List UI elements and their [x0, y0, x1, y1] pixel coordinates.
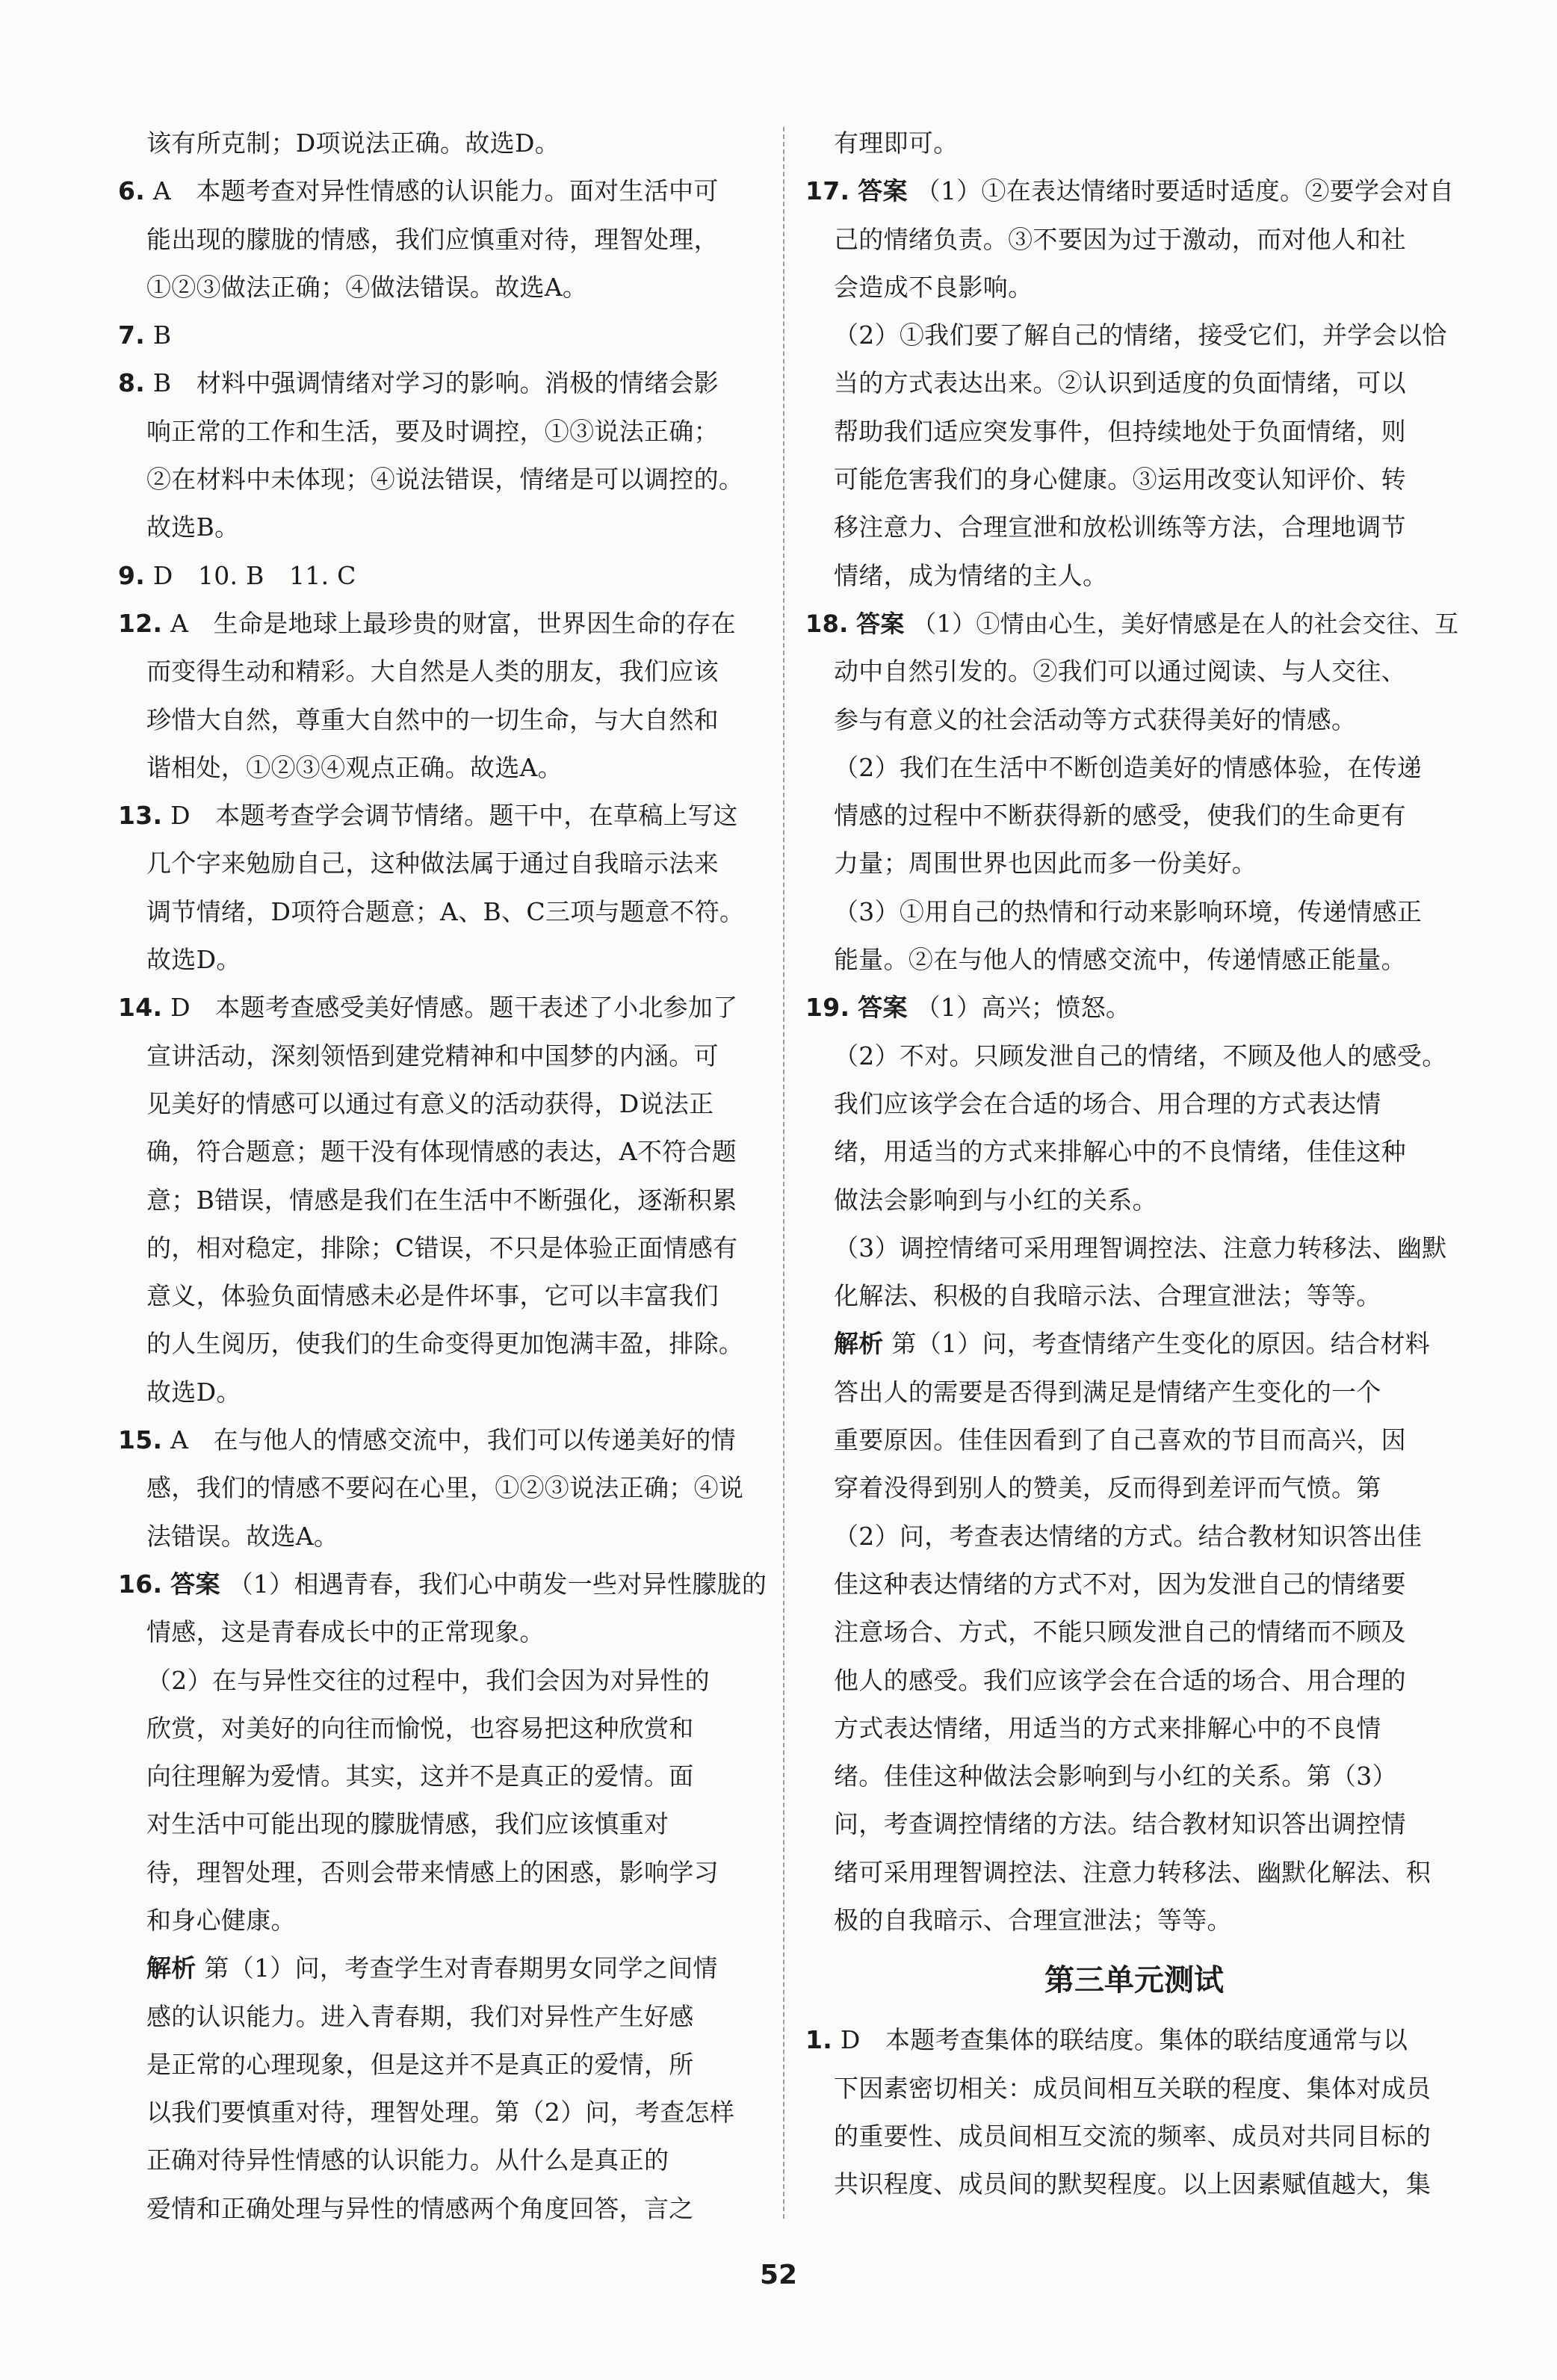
text-line [805, 1272, 1463, 1320]
text-line [118, 2041, 776, 2089]
text-line [805, 2016, 1463, 2064]
line-text: 是正常的心理现象，但是这并不是真正的爱情，所 [146, 2049, 694, 2079]
line-text: 情感的过程中不断获得新的感受，使我们的生命更有 [834, 801, 1406, 831]
text-line [805, 648, 1463, 695]
right-column [805, 120, 1463, 2208]
line-text: 有理即可。 [834, 128, 959, 158]
text-line [118, 936, 776, 984]
left-column [118, 120, 776, 2233]
page-number: 52 [759, 2260, 798, 2290]
line-text: 重要原因。佳佳因看到了自己喜欢的节目而高兴，因 [834, 1425, 1406, 1455]
question-number: 7. [118, 320, 146, 350]
text-line [118, 1800, 776, 1848]
text-line [118, 2185, 776, 2233]
question-number: 1. [805, 2025, 833, 2055]
line-text: 意；B错误，情感是我们在生活中不断强化，逐渐积累 [146, 1185, 737, 1215]
line-text: 共识程度、成员间的默契程度。以上因素赋值越大，集 [834, 2169, 1431, 2199]
line-text: 对生活中可能出现的朦胧情感，我们应该慎重对 [146, 1809, 669, 1839]
answer-tag: 解析 [834, 1329, 884, 1359]
section-title: 第三单元测试 [1044, 1963, 1224, 1998]
line-text: 下因素密切相关：成员间相互关联的程度、集体对成员 [834, 2073, 1431, 2103]
text-line [118, 1224, 776, 1272]
text-line [805, 312, 1463, 359]
line-text: 可能危害我们的身心健康。③运用改变认知评价、转 [834, 465, 1406, 495]
line-text: 我们应该学会在合适的场合、用合理的方式表达情 [834, 1088, 1381, 1118]
line-text: 穿着没得到别人的赞美，反而得到差评而气愤。第 [834, 1473, 1381, 1503]
text-line [805, 792, 1463, 840]
text-line [118, 1177, 776, 1224]
line-text: 几个字来勉励自己，这种做法属于通过自我暗示法来 [146, 849, 719, 878]
text-line [118, 696, 776, 744]
text-line [805, 1080, 1463, 1128]
question-number: 17. [805, 176, 850, 206]
line-text: D 本题考查感受美好情感。题干表述了小北参加了 [170, 993, 738, 1023]
line-text: 当的方式表达出来。②认识到适度的负面情绪，可以 [834, 368, 1406, 398]
line-text: 移注意力、合理宣泄和放松训练等方法，合理地调节 [834, 512, 1406, 542]
line-text: 以我们要慎重对待，理智处理。第（2）问，考查怎样 [146, 2098, 735, 2128]
line-text: 能出现的朦胧的情感，我们应慎重对待，理智处理， [146, 224, 719, 254]
text-line [805, 503, 1463, 551]
text-line [118, 840, 776, 887]
text-line [118, 984, 776, 1032]
text-line [118, 1849, 776, 1897]
text-line [805, 2065, 1463, 2113]
line-text: 故选B。 [146, 512, 240, 542]
line-text: A 本题考查对异性情感的认识能力。面对生活中可 [152, 176, 719, 206]
text-line [118, 216, 776, 264]
text-line [118, 408, 776, 456]
text-line [118, 1128, 776, 1176]
line-text: 该有所克制；D项说法正确。故选D。 [146, 128, 560, 158]
line-text: 感，我们的情感不要闷在心里，①②③说法正确；④说 [146, 1473, 744, 1503]
text-line [805, 600, 1463, 648]
line-text: A 在与他人的情感交流中，我们可以传递美好的情 [170, 1425, 736, 1455]
answer-tag: 答案 [170, 1569, 220, 1599]
text-line [118, 1032, 776, 1080]
line-text: 帮助我们适应突发事件，但持续地处于负面情绪，则 [834, 416, 1406, 446]
line-text: 意义，体验负面情感未必是件坏事，它可以丰富我们 [146, 1281, 719, 1311]
text-line [805, 2160, 1463, 2208]
text-line [805, 1128, 1463, 1176]
text-line [118, 1320, 776, 1368]
question-number: 19. [805, 993, 850, 1023]
text-line [805, 1513, 1463, 1561]
line-text: 待，理智处理，否则会带来情感上的困惑，影响学习 [146, 1857, 719, 1887]
text-line [805, 936, 1463, 984]
line-text: 确，符合题意；题干没有体现情感的表达，A不符合题 [146, 1137, 737, 1167]
line-text: 化解法、积极的自我暗示法、合理宣泄法；等等。 [834, 1281, 1381, 1311]
text-line [805, 1369, 1463, 1416]
line-text: 参与有意义的社会活动等方式获得美好的情感。 [834, 704, 1357, 734]
text-line [118, 1705, 776, 1753]
text-line [805, 984, 1463, 1032]
question-number: 14. [118, 993, 163, 1023]
text-line [118, 1416, 776, 1464]
text-line [805, 264, 1463, 312]
text-line [805, 1897, 1463, 1944]
line-text: 佳这种表达情绪的方式不对，因为发泄自己的情绪要 [834, 1569, 1406, 1599]
line-text: 欣赏，对美好的向往而愉悦，也容易把这种欣赏和 [146, 1713, 694, 1743]
line-text: 情绪，成为情绪的主人。 [834, 560, 1108, 590]
line-text: 极的自我暗示、合理宣泄法；等等。 [834, 1905, 1232, 1935]
answer-tag: 答案 [858, 993, 908, 1023]
text-line [118, 1897, 776, 1944]
answer-tag: 答案 [856, 609, 905, 638]
text-line [118, 2089, 776, 2136]
text-line [805, 888, 1463, 936]
question-number: 15. [118, 1425, 163, 1455]
line-text: 珍惜大自然，尊重大自然中的一切生命，与大自然和 [146, 704, 719, 734]
text-line [805, 167, 1463, 215]
text-line [118, 1993, 776, 2041]
text-line [805, 1177, 1463, 1224]
text-line [805, 1320, 1463, 1368]
line-text: D 本题考查集体的联结度。集体的联结度通常与以 [840, 2025, 1408, 2055]
line-text: （2）我们在生活中不断创造美好的情感体验，在传递 [834, 752, 1423, 782]
answer-tag: 解析 [146, 1953, 196, 1983]
text-line [805, 1224, 1463, 1272]
text-line [805, 696, 1463, 744]
text-line [805, 120, 1463, 167]
text-line [118, 888, 776, 936]
text-line [805, 840, 1463, 887]
text-line [805, 2113, 1463, 2160]
line-text: 绪可采用理智调控法、注意力转移法、幽默化解法、积 [834, 1857, 1431, 1887]
line-text: 爱情和正确处理与异性的情感两个角度回答，言之 [146, 2193, 694, 2223]
text-line [118, 1464, 776, 1512]
text-line [118, 1369, 776, 1416]
text-line [118, 744, 776, 792]
line-text: 故选D。 [146, 1377, 241, 1407]
question-number: 6. [118, 176, 146, 206]
line-text: 他人的感受。我们应该学会在合适的场合、用合理的 [834, 1665, 1406, 1695]
text-line [118, 1608, 776, 1656]
text-line [118, 503, 776, 551]
text-line [118, 2136, 776, 2184]
question-number: 9. [118, 560, 146, 590]
line-text: （1）①在表达情绪时要适时适度。②要学会对自 [915, 176, 1455, 206]
text-line [118, 359, 776, 407]
line-text: 做法会影响到与小红的关系。 [834, 1185, 1157, 1215]
text-line [805, 1657, 1463, 1705]
line-text: 能量。②在与他人的情感交流中，传递情感正能量。 [834, 945, 1406, 975]
line-text: 动中自然引发的。②我们可以通过阅读、与人交往、 [834, 657, 1406, 687]
text-line [118, 456, 776, 503]
line-text: 的，相对稳定，排除；C错误，不只是体验正面情感有 [146, 1233, 738, 1262]
line-text: 感的认识能力。进入青春期，我们对异性产生好感 [146, 2001, 694, 2031]
line-text: 绪。佳佳这种做法会影响到与小红的关系。第（3） [834, 1761, 1397, 1791]
text-line [805, 552, 1463, 600]
line-text: 而变得生动和精彩。大自然是人类的朋友，我们应该 [146, 657, 719, 687]
line-text: 注意场合、方式，不能只顾发泄自己的情绪而不顾及 [834, 1617, 1406, 1647]
text-line [805, 1608, 1463, 1656]
line-text: 的人生阅历，使我们的生命变得更加饱满丰盈，排除。 [146, 1329, 744, 1359]
line-text: 向往理解为爱情。其实，这并不是真正的爱情。面 [146, 1761, 694, 1791]
line-text: D 本题考查学会调节情绪。题干中，在草稿上写这 [170, 801, 738, 831]
question-number: 8. [118, 368, 146, 398]
answer-tag: 答案 [858, 176, 908, 206]
text-line [805, 1800, 1463, 1848]
text-line [805, 408, 1463, 456]
text-line [118, 552, 776, 600]
text-line [118, 1080, 776, 1128]
line-text: A 生命是地球上最珍贵的财富，世界因生命的存在 [170, 608, 736, 638]
line-text: 正确对待异性情感的认识能力。从什么是真正的 [146, 2145, 669, 2175]
line-text: 见美好的情感可以通过有意义的活动获得，D说法正 [146, 1088, 714, 1118]
text-line [805, 1416, 1463, 1464]
text-line [118, 1272, 776, 1320]
line-text: 宣讲活动，深刻领悟到建党精神和中国梦的内涵。可 [146, 1041, 719, 1070]
line-text: 方式表达情绪，用适当的方式来排解心中的不良情 [834, 1713, 1381, 1743]
line-text: 故选D。 [146, 945, 241, 975]
text-line [805, 1561, 1463, 1608]
question-number: 18. [805, 609, 849, 638]
text-line [118, 600, 776, 648]
line-text: （2）在与异性交往的过程中，我们会因为对异性的 [146, 1665, 710, 1695]
text-line [118, 1944, 776, 1992]
text-line [118, 264, 776, 312]
text-line [118, 1657, 776, 1705]
line-text: 第（1）问，考查情绪产生变化的原因。结合材料 [891, 1329, 1431, 1359]
line-text: 己的情绪负责。③不要因为过于激动，而对他人和社 [834, 224, 1406, 254]
line-text: （2）①我们要了解自己的情绪，接受它们，并学会以恰 [834, 320, 1447, 350]
question-number: 13. [118, 801, 163, 831]
text-line [118, 648, 776, 695]
text-line [118, 1753, 776, 1800]
line-text: ①②③做法正确；④做法错误。故选A。 [146, 272, 588, 302]
text-line [805, 744, 1463, 792]
line-text: ②在材料中未体现；④说法错误，情绪是可以调控的。 [146, 465, 744, 495]
line-text: D 10. B 11. C [152, 560, 356, 590]
line-text: 响正常的工作和生活，要及时调控，①③说法正确； [146, 416, 719, 446]
text-line [118, 1561, 776, 1608]
text-line [118, 167, 776, 215]
line-text: （3）①用自己的热情和行动来影响环境，传递情感正 [834, 896, 1423, 926]
text-line [805, 1753, 1463, 1800]
text-line [118, 312, 776, 359]
line-text: 问，考查调控情绪的方法。结合教材知识答出调控情 [834, 1809, 1406, 1839]
line-text: （1）高兴；愤怒。 [915, 993, 1131, 1023]
text-line [805, 1032, 1463, 1080]
text-line [805, 456, 1463, 503]
line-text: 谐相处，①②③④观点正确。故选A。 [146, 752, 563, 782]
question-number: 16. [118, 1569, 163, 1599]
line-text: 绪，用适当的方式来排解心中的不良情绪，佳佳这种 [834, 1137, 1406, 1167]
line-text: 法错误。故选A。 [146, 1521, 339, 1551]
line-text: （1）相遇青春，我们心中萌发一些对异性朦胧的 [228, 1569, 767, 1599]
text-line [118, 792, 776, 840]
line-text: 情感，这是青春成长中的正常现象。 [146, 1617, 545, 1647]
line-text: B 材料中强调情绪对学习的影响。消极的情绪会影 [152, 368, 719, 398]
line-text: 调节情绪，D项符合题意；A、B、C三项与题意不符。 [146, 896, 745, 926]
text-line [805, 1849, 1463, 1897]
text-line [118, 1513, 776, 1561]
line-text: 答出人的需要是否得到满足是情绪产生变化的一个 [834, 1377, 1381, 1407]
line-text: 和身心健康。 [146, 1905, 296, 1935]
line-text: （1）①情由心生，美好情感是在人的社会交往、互 [912, 609, 1459, 638]
text-line [805, 1464, 1463, 1512]
line-text: 第（1）问，考查学生对青春期男女同学之间情 [204, 1953, 718, 1983]
text-line [805, 359, 1463, 407]
line-text: （2）不对。只顾发泄自己的情绪，不顾及他人的感受。 [834, 1041, 1447, 1070]
line-text: 的重要性、成员间相互交流的频率、成员对共同目标的 [834, 2121, 1431, 2151]
line-text: 会造成不良影响。 [834, 272, 1033, 302]
line-text: （3）调控情绪可采用理智调控法、注意力转移法、幽默 [834, 1233, 1447, 1262]
question-number: 12. [118, 608, 163, 638]
line-text: （2）问，考查表达情绪的方式。结合教材知识答出佳 [834, 1521, 1423, 1551]
text-line [805, 1705, 1463, 1753]
line-text: 力量；周围世界也因此而多一份美好。 [834, 849, 1257, 878]
column-divider [783, 127, 784, 2219]
text-line [805, 216, 1463, 264]
text-line [118, 120, 776, 167]
line-text: B [152, 320, 172, 350]
